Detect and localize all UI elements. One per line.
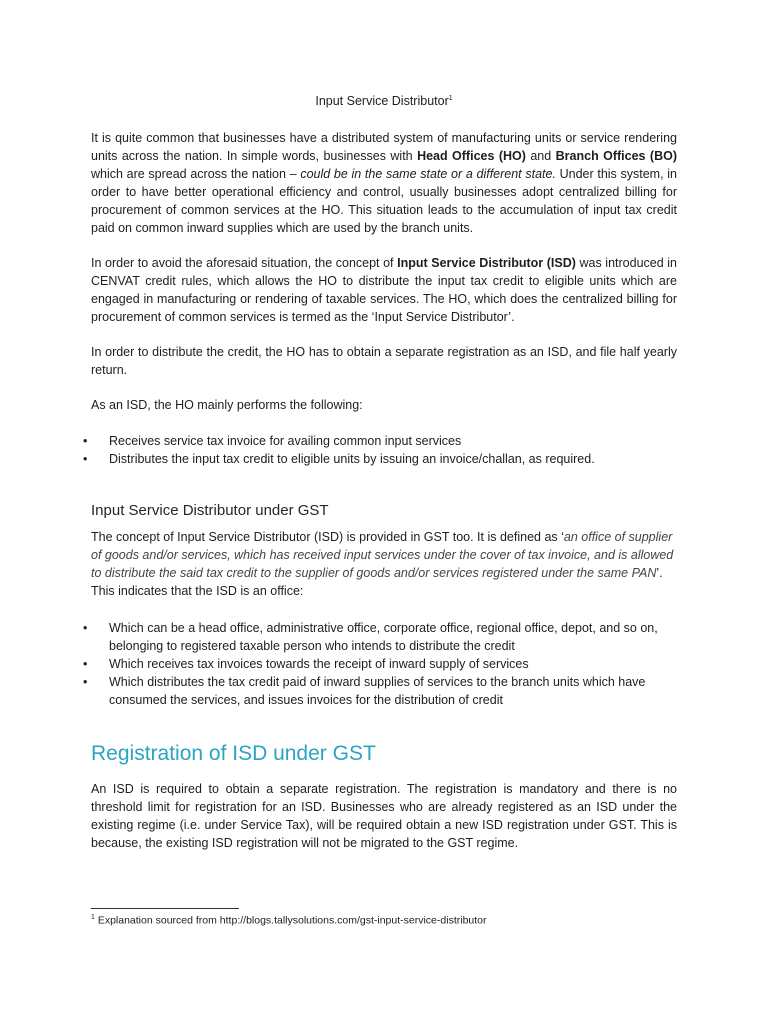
text-run: It is quite common that businesses have a distributed system of manufacturing units or service rendering units across the nation. In simple words, businesses with	[91, 131, 677, 163]
list-item	[83, 432, 677, 450]
text-run: and	[525, 149, 556, 163]
footnote-text: Explanation sourced from http://blogs.tallysolutions.com/gst-input-service-distributor	[94, 914, 487, 927]
bullet-icon: •	[83, 675, 88, 689]
bullet-icon: •	[83, 452, 88, 466]
gst-definition-paragraph	[91, 528, 677, 600]
services-bullet-list	[83, 432, 677, 468]
footnote-divider	[91, 908, 239, 909]
gst-paragraph-1	[91, 528, 677, 600]
text-run: was introduced in CENVAT credit rules, which allows the HO to distribute the input tax credit to eligible units which are engaged in manufacturing or rendering of taxable services. The HO, which does the centralized billing for procurement of common services is termed as the ‘Input Service Distributor’.	[91, 256, 677, 324]
italic-run: an office of supplier of goods and/or services, which has received input services under the cover of tax invoice, and is allowed to distribute the said tax credit to the supplier of goods and/or services registered under the same PAN	[91, 530, 674, 580]
italic-run: could be in the same state or a different state.	[300, 167, 556, 181]
intro-section	[91, 129, 677, 431]
bold-run: Head Offices (HO)	[417, 149, 526, 163]
section-heading-gst: Input Service Distributor under GST	[91, 502, 329, 519]
text-run: ’. This indicates that the ISD is an office:	[91, 566, 663, 598]
intro-paragraph-2	[91, 254, 677, 326]
intro-paragraph-3: In order to distribute the credit, the HO has to obtain a separate registration as an ISD, and file half yearly return.	[91, 345, 677, 377]
intro-paragraph-1	[91, 129, 677, 237]
page-title	[0, 94, 768, 108]
gst-office-bullet-list	[83, 619, 677, 709]
footnote-ref: 1	[448, 94, 453, 102]
footnote	[91, 914, 487, 927]
bullet-icon: •	[83, 434, 88, 448]
text-run: Under this system, in order to have better operational efficiency and control, usually businesses adopt centralized billing for procurement of common services at the HO. This situation leads to the accumulation of input tax credit paid on common inward supplies which are used by the branch units.	[91, 167, 677, 235]
bold-run: Branch Offices (BO)	[555, 149, 678, 163]
list-item	[83, 619, 677, 655]
text-run: The concept of Input Service Distributor (ISD) is provided in GST too. It is defined as ‘	[91, 530, 564, 544]
section-heading-registration: Registration of ISD under GST	[91, 742, 376, 765]
list-item-text: Which can be a head office, administrative office, corporate office, regional office, depot, and so on, belonging to registered taxable person who intends to distribute the credit	[109, 621, 658, 653]
footnote-number: 1	[91, 914, 95, 921]
text-run: In order to avoid the aforesaid situation, the concept of	[91, 256, 398, 270]
registration-text: An ISD is required to obtain a separate registration. The registration is mandatory and there is no threshold limit for registration for an ISD. Businesses who are already registered as an ISD under the existing regime (i.e. under Service Tax), will be required obtain a new ISD registration under GST. This is because, the existing ISD registration will not be migrated to the GST regime.	[91, 782, 677, 850]
list-item-text: Distributes the input tax credit to eligible units by issuing an invoice/challan, as required.	[109, 452, 595, 466]
list-item-text: Which receives tax invoices towards the receipt of inward supply of services	[109, 657, 529, 671]
title-text: Input Service Distributor	[315, 94, 449, 108]
list-item-text: Receives service tax invoice for availing common input services	[109, 434, 462, 448]
registration-paragraph	[91, 780, 677, 852]
bullet-icon: •	[83, 621, 88, 635]
intro-paragraph-4: As an ISD, the HO mainly performs the following:	[91, 398, 363, 412]
list-item	[83, 655, 677, 673]
text-run: which are spread across the nation –	[91, 167, 301, 181]
bold-run: Input Service Distributor (ISD)	[397, 256, 576, 270]
list-item	[83, 673, 677, 709]
bullet-icon: •	[83, 657, 88, 671]
list-item-text: Which distributes the tax credit paid of inward supplies of services to the branch units which have consumed the services, and issues invoices for the distribution of credit	[109, 675, 646, 707]
list-item	[83, 450, 677, 468]
